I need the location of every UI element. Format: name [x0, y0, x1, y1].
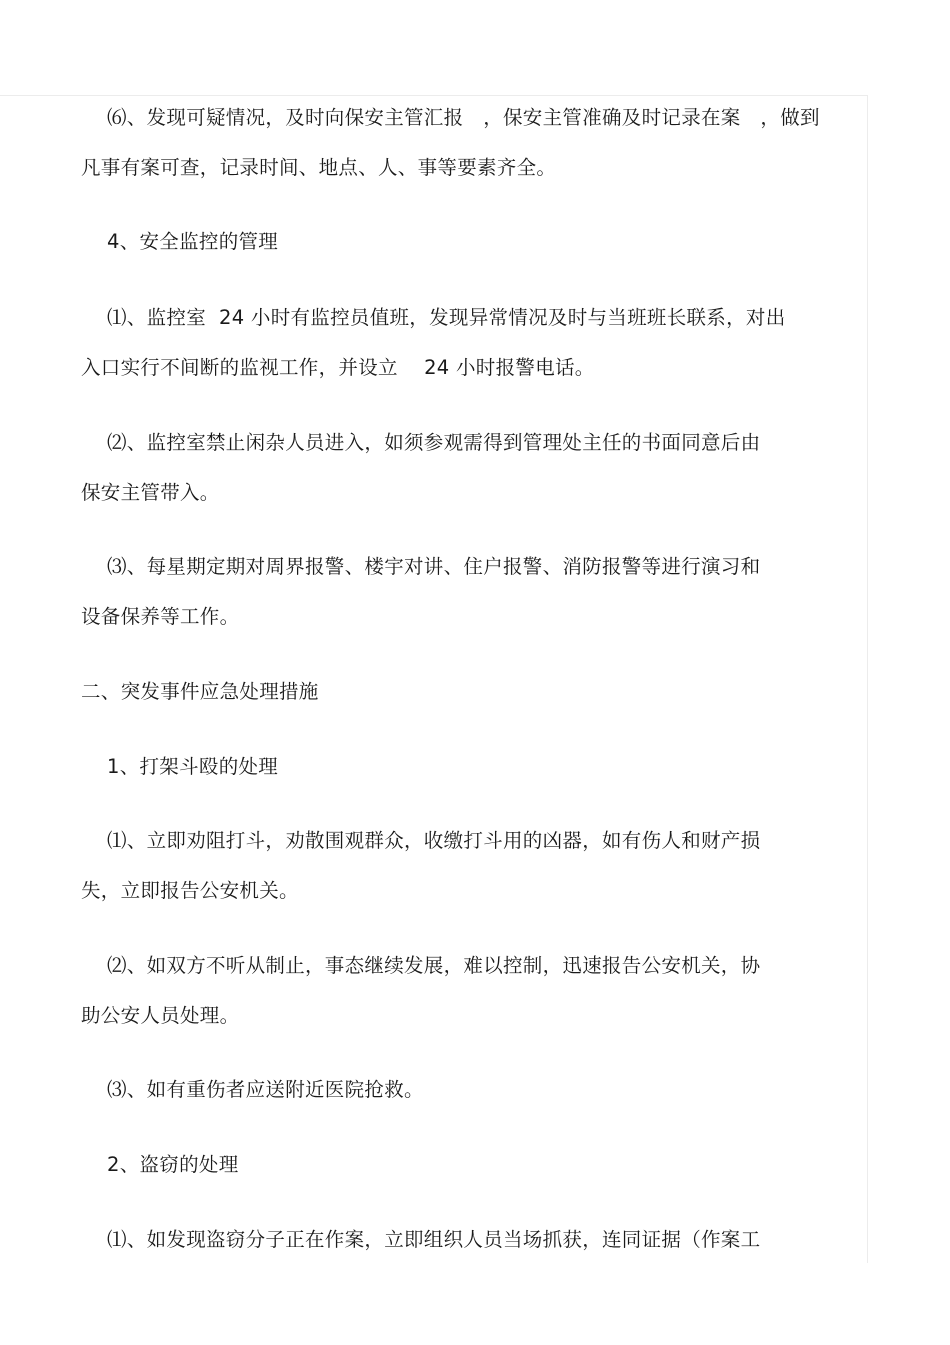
paragraph-line: ⑹、发现可疑情况，及时向保安主管汇报 ，保安主管准确及时记录在案 ，做到: [81, 106, 820, 129]
paragraph-line: 设备保养等工作。: [81, 605, 240, 628]
paragraph-line: ⑶、如有重伤者应送附近医院抢救。: [81, 1078, 424, 1101]
chapter-heading: 二、突发事件应急处理措施: [81, 680, 319, 703]
section-heading: 4、安全监控的管理: [81, 230, 279, 253]
paragraph-line: ⑵、如双方不听从制止，事态继续发展，难以控制，迅速报告公安机关，协: [81, 954, 761, 977]
paragraph-line: ⑴、立即劝阻打斗，劝散围观群众，收缴打斗用的凶器，如有伤人和财产损: [81, 829, 761, 852]
paragraph-line: ⑶、每星期定期对周界报警、楼宇对讲、住户报警、消防报警等进行演习和: [81, 555, 761, 578]
paragraph-line: 失，立即报告公安机关。: [81, 879, 299, 902]
paragraph-line: ⑵、监控室禁止闲杂人员进入，如须参观需得到管理处主任的书面同意后由: [81, 431, 761, 454]
paragraph-line: 入口实行不间断的监视工作，并设立 24 小时报警电话。: [81, 356, 595, 379]
paragraph-line: 保安主管带入。: [81, 481, 220, 504]
paragraph-line: ⑴、监控室 24 小时有监控员值班，发现异常情况及时与当班班长联系，对出: [81, 306, 786, 329]
section-heading: 1、打架斗殴的处理: [81, 755, 279, 778]
paragraph-line: ⑴、如发现盗窃分子正在作案，立即组织人员当场抓获，连同证据（作案工: [81, 1228, 761, 1251]
paragraph-line: 凡事有案可查，记录时间、地点、人、事等要素齐全。: [81, 156, 557, 179]
section-heading: 2、盗窃的处理: [81, 1153, 239, 1176]
paragraph-line: 助公安人员处理。: [81, 1004, 240, 1027]
